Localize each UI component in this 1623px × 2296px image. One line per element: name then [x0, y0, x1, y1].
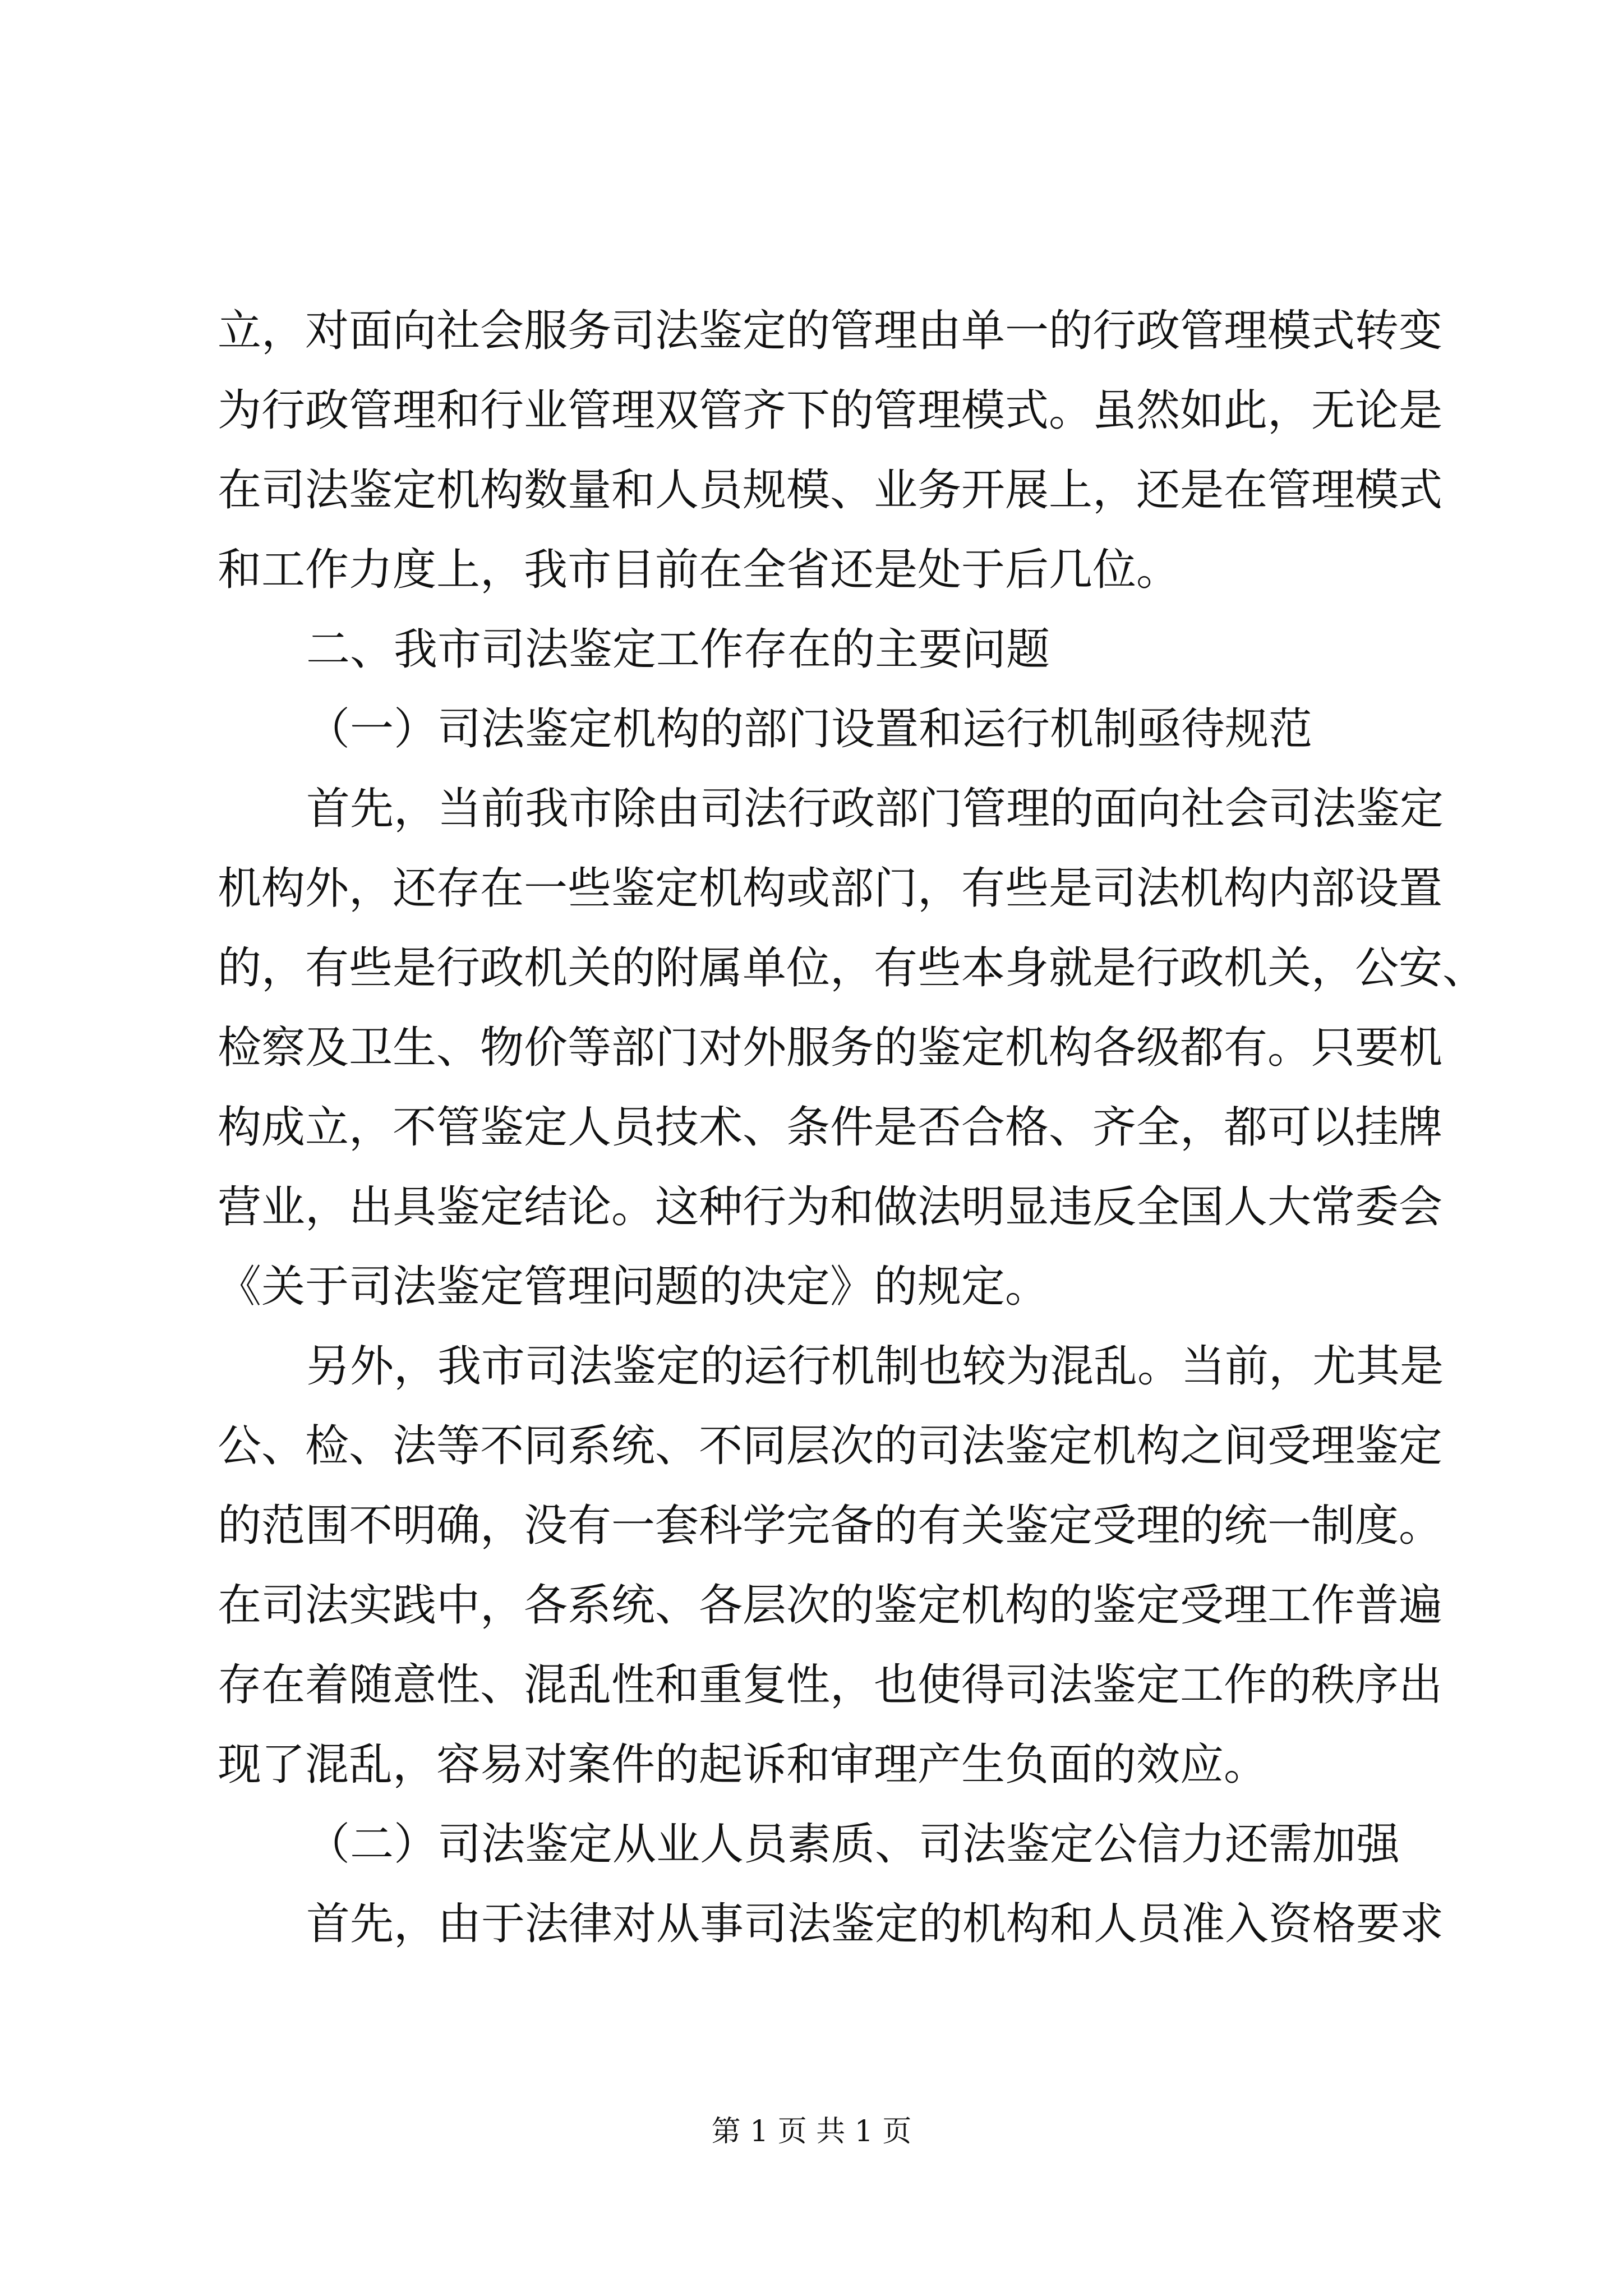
- text-line: 构成立，不管鉴定人员技术、条件是否合格、齐全，都可以挂牌: [218, 1102, 1443, 1153]
- text-line: 在司法实践中，各系统、各层次的鉴定机构的鉴定受理工作普遍: [218, 1580, 1443, 1631]
- text-line: 现了混乱，容易对案件的起诉和审理产生负面的效应。: [218, 1740, 1268, 1790]
- text-line: 营业，出具鉴定结论。这种行为和做法明显违反全国人大常委会: [218, 1182, 1443, 1232]
- text-line: 在司法鉴定机构数量和人员规模、业务开展上，还是在管理模式: [218, 465, 1443, 516]
- text-line: 存在着随意性、混乱性和重复性，也使得司法鉴定工作的秩序出: [218, 1660, 1443, 1710]
- text-line: 和工作力度上，我市目前在全省还是处于后几位。: [218, 545, 1181, 595]
- text-line: 公、检、法等不同系统、不同层次的司法鉴定机构之间受理鉴定: [218, 1421, 1443, 1471]
- text-line: 另外，我市司法鉴定的运行机制也较为混乱。当前，尤其是: [306, 1341, 1444, 1392]
- text-line: 立，对面向社会服务司法鉴定的管理由单一的行政管理模式转变: [218, 306, 1443, 356]
- text-line: 的，有些是行政机关的附属单位，有些本身就是行政机关，公安、: [218, 943, 1487, 993]
- text-line: 为行政管理和行业管理双管齐下的管理模式。虽然如此，无论是: [218, 385, 1443, 436]
- section-heading: 二、我市司法鉴定工作存在的主要问题: [306, 624, 1050, 675]
- page-footer: 第 1 页 共 1 页: [711, 2115, 912, 2148]
- text-line: 的范围不明确，没有一套科学完备的有关鉴定受理的统一制度。: [218, 1501, 1443, 1551]
- text-line: 检察及卫生、物价等部门对外服务的鉴定机构各级都有。只要机: [218, 1023, 1443, 1073]
- subsection-heading: （二）司法鉴定从业人员素质、司法鉴定公信力还需加强: [306, 1819, 1400, 1870]
- subsection-heading: （一）司法鉴定机构的部门设置和运行机制亟待规范: [306, 704, 1313, 754]
- text-line: 首先，当前我市除由司法行政部门管理的面向社会司法鉴定: [306, 784, 1444, 834]
- text-line: 机构外，还存在一些鉴定机构或部门，有些是司法机构内部设置: [218, 863, 1443, 914]
- text-line: 《关于司法鉴定管理问题的决定》的规定。: [218, 1262, 1049, 1312]
- text-line: 首先，由于法律对从事司法鉴定的机构和人员准入资格要求: [306, 1899, 1444, 1949]
